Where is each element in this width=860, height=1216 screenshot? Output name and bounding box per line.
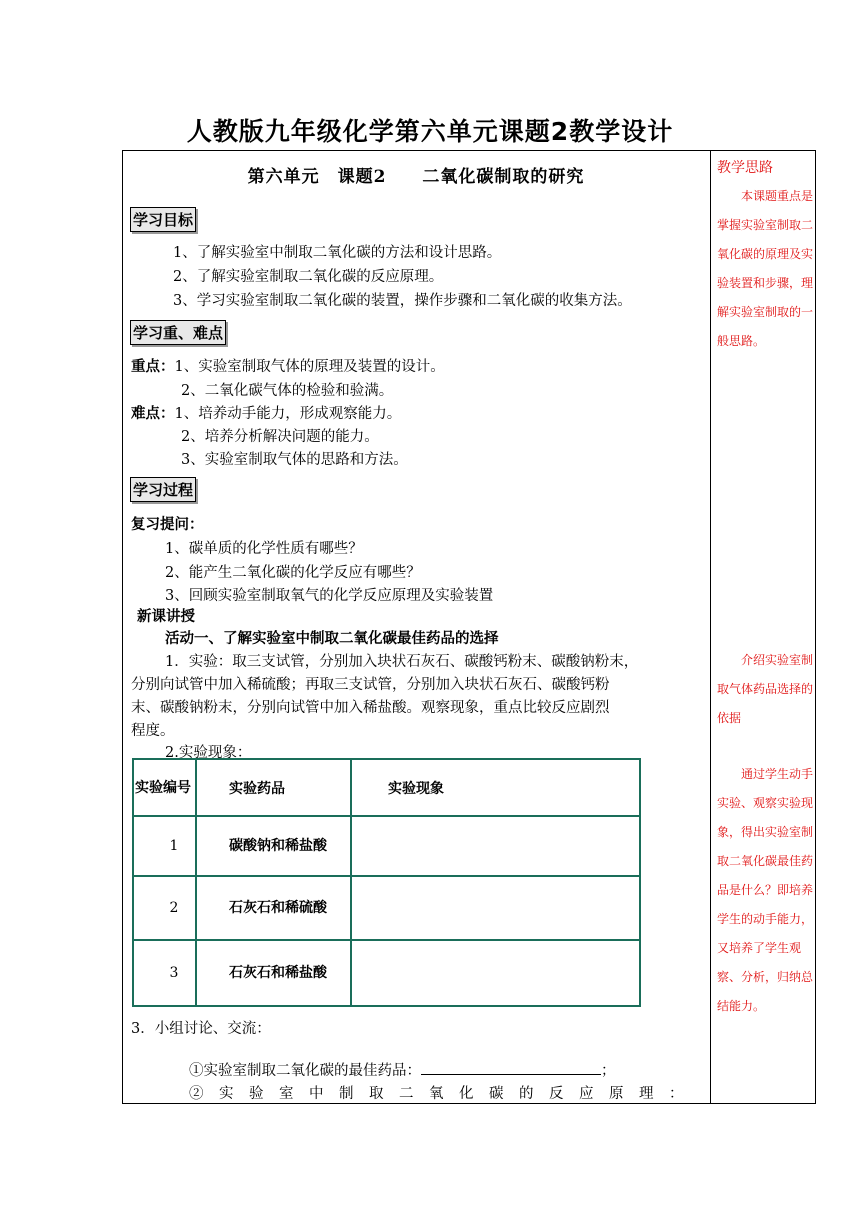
review-item: 2、能产生二氧化碳的化学反应有哪些？	[165, 565, 421, 581]
table-header-row	[133, 759, 640, 816]
difficult-label: 难点：	[131, 405, 175, 422]
key-points-heading: 学习重、难点	[130, 320, 226, 345]
table-row	[133, 940, 640, 1006]
new-lesson-label: 新课讲授	[137, 608, 195, 625]
key-label: 重点：	[131, 358, 175, 375]
sidebar-teaching-notes	[711, 150, 815, 1102]
objectives-heading: 学习目标	[130, 207, 196, 232]
discussion-label: 3．小组讨论、交流：	[131, 1021, 271, 1037]
table-row	[133, 876, 640, 940]
row-phenomenon	[351, 876, 640, 940]
exp-line: 1．实验：取三支试管，分别加入块状石灰石、碳酸钙粉末、碳酸钠粉末，	[165, 654, 639, 670]
key-item: 2、二氧化碳气体的检验和验满。	[181, 383, 394, 399]
phenomena-label: 2.实验现象：	[165, 745, 252, 761]
review-item: 1、碳单质的化学性质有哪些？	[165, 541, 363, 557]
objective-item: 2、了解实验室制取二氧化碳的反应原理。	[173, 269, 444, 285]
question-2: ②实验室中制取二氧化碳的反应原理：	[189, 1086, 699, 1102]
row-number: 1	[133, 816, 196, 876]
difficult-item: 3、实验室制取气体的思路和方法。	[181, 452, 408, 468]
question-1-end: ；	[601, 1063, 616, 1079]
difficult-item: 2、培养分析解决问题的能力。	[181, 429, 379, 445]
exp-line: 末、碳酸钠粉末，分别向试管中加入稀盐酸。观察现象，重点比较反应剧烈	[131, 700, 610, 716]
row-phenomenon	[351, 816, 640, 876]
row-drug: 石灰石和稀盐酸	[196, 940, 351, 1006]
sidebar-note: 介绍实验室制取气体药品选择的依据	[717, 653, 814, 725]
answer-blank[interactable]	[421, 1060, 601, 1075]
main-column	[123, 150, 709, 1102]
question-1-text: ①实验室制取二氧化碳的最佳药品：	[189, 1063, 421, 1079]
experiment-table	[132, 758, 641, 1007]
row-number: 2	[133, 876, 196, 940]
header-cell: 实验现象	[351, 759, 640, 816]
review-item: 3、回顾实验室制取氧气的化学反应原理及实验装置	[165, 588, 494, 604]
sidebar-note: 本课题重点是掌握实验室制取二氧化碳的原理及实验装置和步骤，理解实验室制取的一般思路。	[717, 189, 814, 348]
exp-line: 程度。	[131, 723, 175, 739]
table-row	[133, 816, 640, 876]
sidebar-title: 教学思路	[717, 160, 773, 176]
row-drug: 碳酸钠和稀盐酸	[196, 816, 351, 876]
question-1	[189, 1059, 616, 1080]
sidebar-note: 通过学生动手实验、观察实验现象，得出实验室制取二氧化碳最佳药品是什么？即培养学生的动手能力，又培养了学生观察、分析，归纳总结能力。	[717, 767, 814, 1013]
activity1-title: 活动一、了解实验室中制取二氧化碳最佳药品的选择	[165, 630, 499, 647]
key-item: 1、实验室制取气体的原理及装置的设计。	[174, 359, 445, 375]
row-phenomenon	[351, 940, 640, 1006]
exp-line: 分别向试管中加入稀硫酸；再取三支试管，分别加入块状石灰石、碳酸钙粉	[131, 677, 610, 693]
lesson-title: 第六单元 课题2 二氧化碳制取的研究	[247, 167, 585, 187]
objective-item: 3、学习实验室制取二氧化碳的装置，操作步骤和二氧化碳的收集方法。	[173, 293, 632, 309]
difficult-point-line	[131, 402, 401, 423]
review-label: 复习提问：	[131, 516, 204, 533]
header-cell: 实验药品	[196, 759, 351, 816]
objective-item: 1、了解实验室中制取二氧化碳的方法和设计思路。	[173, 245, 502, 261]
row-number: 3	[133, 940, 196, 1006]
process-heading: 学习过程	[130, 477, 196, 502]
difficult-item: 1、培养动手能力，形成观察能力。	[174, 406, 402, 422]
key-point-line	[131, 355, 445, 376]
header-cell: 实验编号	[133, 759, 196, 816]
row-drug: 石灰石和稀硫酸	[196, 876, 351, 940]
document-title: 人教版九年级化学第六单元课题2教学设计	[186, 117, 674, 146]
